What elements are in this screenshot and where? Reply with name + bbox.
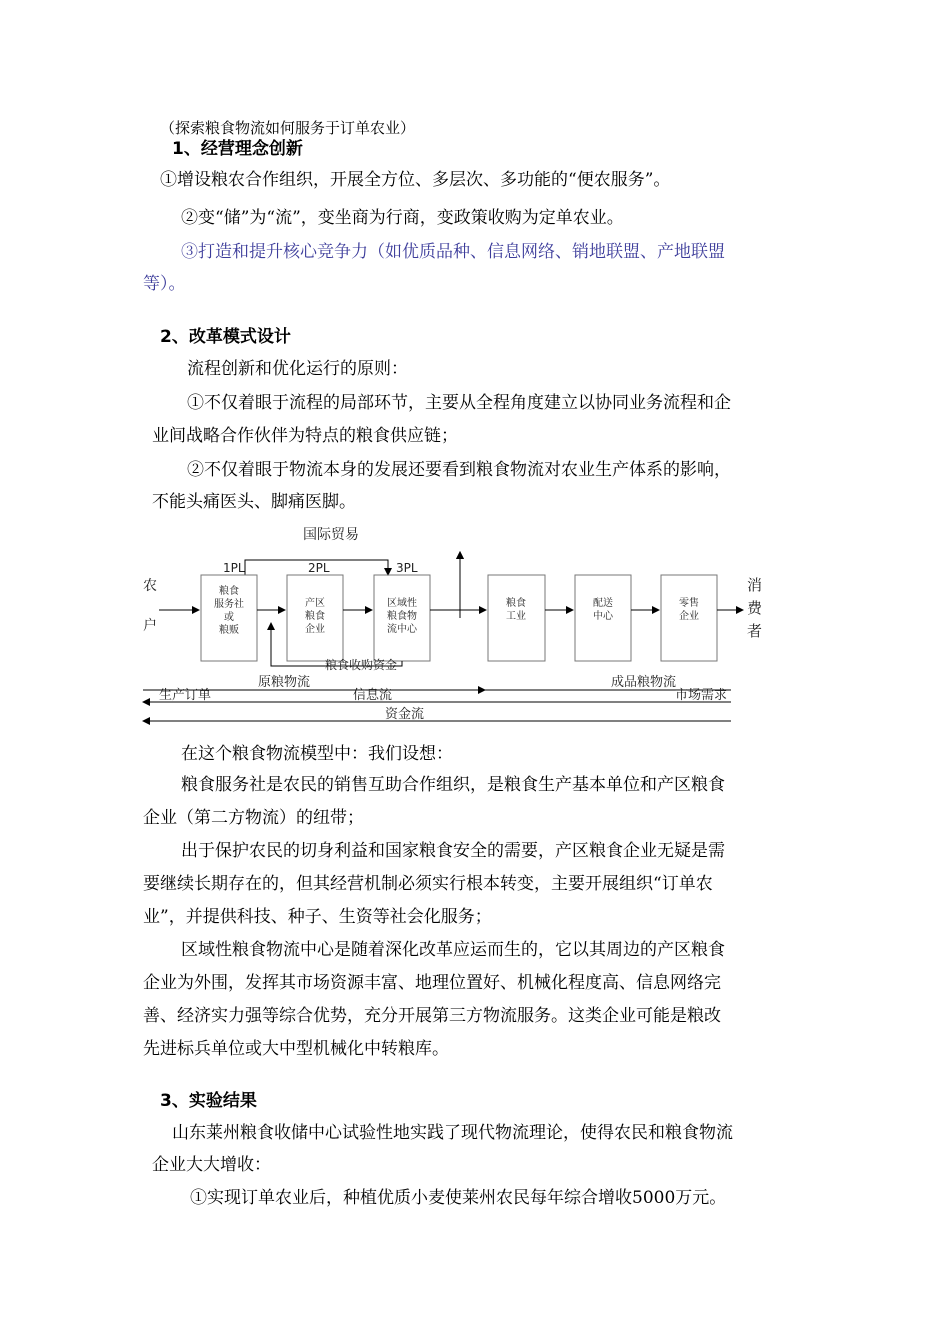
section2-heading: 2、改革模式设计 (160, 327, 291, 347)
section1-item-2: ②变“储”为“流”，变坐商为行商，变政策收购为定单农业。 (181, 208, 624, 228)
box3-line-2: 粮食物 (387, 611, 417, 622)
result-line-1: 山东莱州粮食收储中心试验性地实践了现代物流理论，使得农民和粮食物流 (172, 1123, 733, 1143)
box3-line-3: 流中心 (387, 624, 417, 635)
principle-1-line-2: 业间战略合作伙伴为特点的粮食供应链； (152, 426, 458, 446)
purchase-funds-label: 粮食收购资金 (325, 658, 398, 672)
model-intro: 在这个粮食物流模型中：我们设想： (181, 744, 453, 764)
raw-flow-label: 原粮物流 (258, 675, 311, 690)
pl1-label: 1PL (223, 561, 245, 575)
box1-line-4: 粮贩 (219, 625, 239, 636)
section1-item-3-cont: 等）。 (143, 274, 186, 294)
info-flow-label: 信息流 (353, 688, 393, 703)
box1-line-2: 服务社 (214, 599, 244, 610)
model-p3-line-2: 企业为外围，发挥其市场资源丰富、地理位置好、机械化程度高、信息网络完 (143, 973, 721, 993)
result-line-3: ①实现订单农业后，种植优质小麦使莱州农民每年综合增收5000万元。 (190, 1188, 727, 1208)
box5-line-1: 配送 (593, 598, 613, 609)
box2-line-1: 产区 (305, 598, 325, 609)
model-p3-line-4: 先进标兵单位或大中型机械化中转粮库。 (143, 1039, 449, 1059)
market-demand-label: 市场需求 (675, 688, 728, 703)
box2-line-3: 企业 (305, 624, 325, 635)
capital-flow-label: 资金流 (385, 707, 425, 722)
section1-item-1: ①增设粮农合作组织，开展全方位、多层次、多功能的“便农服务”。 (160, 170, 671, 190)
farmer-label-a: 农 (143, 578, 157, 594)
section1-heading: 1、经营理念创新 (172, 139, 303, 159)
box3-line-1: 区域性 (387, 598, 417, 609)
result-line-2: 企业大大增收： (152, 1155, 271, 1175)
model-p3-line-3: 善、经济实力强等综合优势，充分开展第三方物流服务。这类企业可能是粮改 (143, 1006, 721, 1026)
box4-line-2: 工业 (506, 611, 526, 622)
box1-line-1: 粮食 (219, 586, 239, 597)
section1-item-3: ③打造和提升核心竞争力（如优质品种、信息网络、销地联盟、产地联盟 (181, 242, 725, 262)
box4-line-1: 粮食 (506, 598, 526, 609)
box5-line-2: 中心 (593, 611, 613, 622)
consumer-label-c: 者 (747, 622, 763, 640)
principle-2-line-1: ②不仅着眼于物流本身的发展还要看到粮食物流对农业生产体系的影响， (187, 460, 731, 480)
consumer-label-b: 费 (747, 599, 763, 617)
box2-line-2: 粮食 (305, 611, 325, 622)
pl2-label: 2PL (308, 561, 330, 575)
model-p2-line-1: 出于保护农民的切身利益和国家粮食安全的需要，产区粮食企业无疑是需 (181, 841, 725, 861)
model-p3-line-1: 区域性粮食物流中心是随着深化改革应运而生的，它以其周边的产区粮食 (181, 940, 725, 960)
box6-line-2: 企业 (679, 611, 699, 622)
model-p1-line-2: 企业（第二方物流）的纽带； (143, 808, 364, 828)
production-order-label: 生产订单 (159, 688, 212, 703)
principle-2-line-2: 不能头痛医头、脚痛医脚。 (152, 492, 356, 512)
consumer-label-a: 消 (747, 576, 763, 594)
product-flow-label: 成品粮物流 (611, 675, 677, 690)
pl3-label: 3PL (396, 561, 418, 575)
principle-1-line-1: ①不仅着眼于流程的局部环节，主要从全程角度建立以协同业务流程和企 (187, 393, 731, 413)
model-p1-line-1: 粮食服务社是农民的销售互助合作组织，是粮食生产基本单位和产区粮食 (181, 775, 725, 795)
top-label: 国际贸易 (303, 527, 359, 543)
model-p2-line-2: 要继续长期存在的，但其经营机制必须实行根本转变，主要开展组织“订单农 (143, 874, 713, 894)
section2-intro: 流程创新和优化运行的原则： (187, 359, 408, 379)
box6-line-1: 零售 (679, 598, 699, 609)
box1-line-3: 或 (224, 612, 234, 623)
subtitle: （探索粮食物流如何服务于订单农业） (160, 119, 416, 137)
farmer-label-b: 户 (143, 618, 157, 634)
section3-heading: 3、实验结果 (160, 1091, 257, 1111)
model-p2-line-3: 业”，并提供科技、种子、生资等社会化服务； (143, 907, 492, 927)
grain-logistics-diagram (135, 520, 815, 730)
